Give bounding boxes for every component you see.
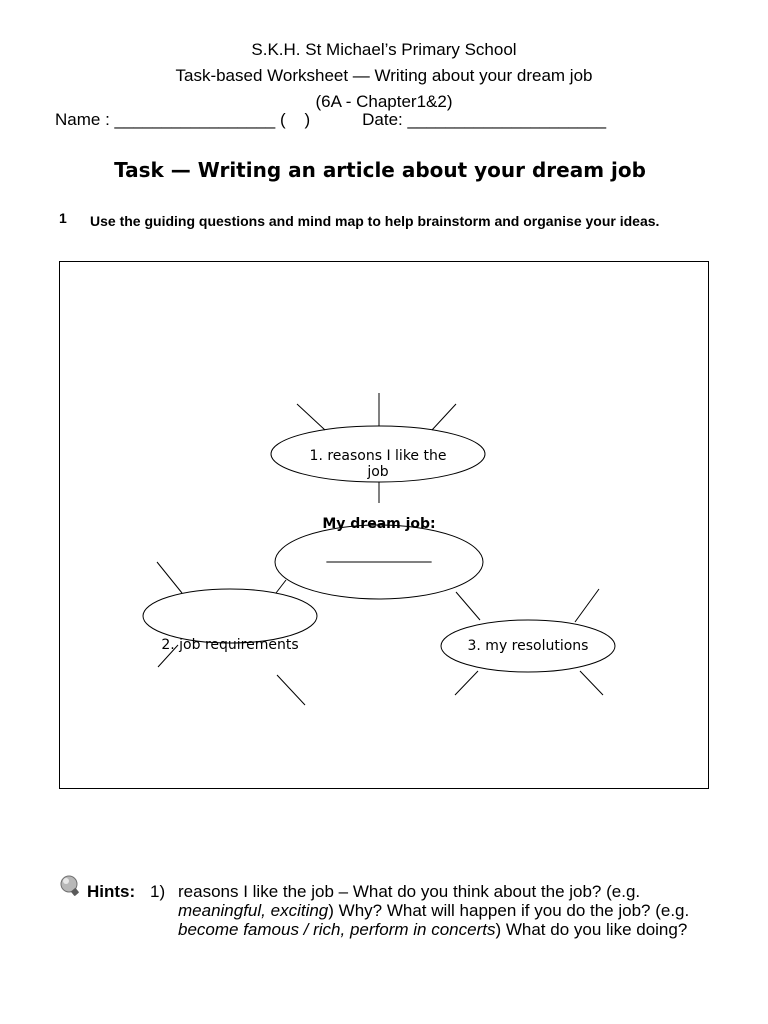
hint-text-part: reasons I like the job – What do you think about the job? (e.g.	[178, 882, 641, 901]
school-name: S.K.H. St Michael’s Primary School	[251, 40, 517, 59]
center-node-blank: _______________	[326, 547, 432, 563]
hint-number: 1)	[150, 882, 166, 901]
name-date-line: Name : _________________ ( ) Date: _____________________	[55, 110, 607, 129]
center-node-label: My dream job:	[322, 516, 436, 532]
hint-text-part: ) What do you like doing?	[495, 920, 688, 939]
spoke-line	[455, 671, 478, 695]
spoke-line	[432, 404, 456, 430]
chapter-label: (6A - Chapter1&2)	[315, 92, 453, 111]
question-text: Use the guiding questions and mind map to help brainstorm and organise your ideas.	[90, 213, 660, 229]
connector-line	[456, 592, 480, 620]
mindmap-box	[59, 261, 709, 789]
hint-example: meaningful, exciting	[178, 901, 329, 920]
connector-line	[276, 580, 286, 593]
spoke-line	[157, 562, 182, 593]
spoke-line	[297, 404, 325, 430]
hint-example: become famous / rich, perform in concerts	[178, 920, 496, 939]
node-requirements-ellipse	[143, 589, 317, 643]
question-number: 1	[59, 210, 67, 226]
node-requirements-label: 2. job requirements	[161, 637, 299, 653]
node-resolutions-label: 3. my resolutions	[467, 638, 589, 654]
spoke-line	[575, 589, 599, 622]
hint-text-part: ) Why? What will happen if you do the job? (e.g.	[328, 901, 690, 920]
spoke-line	[277, 675, 305, 705]
spoke-line	[580, 671, 603, 695]
node-reasons-label: 1. reasons I like the job	[309, 448, 447, 480]
task-title: Task — Writing an article about your dream job	[114, 158, 646, 182]
hints-label: Hints:	[87, 882, 136, 901]
hint-text	[178, 882, 718, 939]
lightbulb-icon	[58, 874, 82, 898]
worksheet-title: Task-based Worksheet — Writing about your dream job	[175, 66, 593, 85]
